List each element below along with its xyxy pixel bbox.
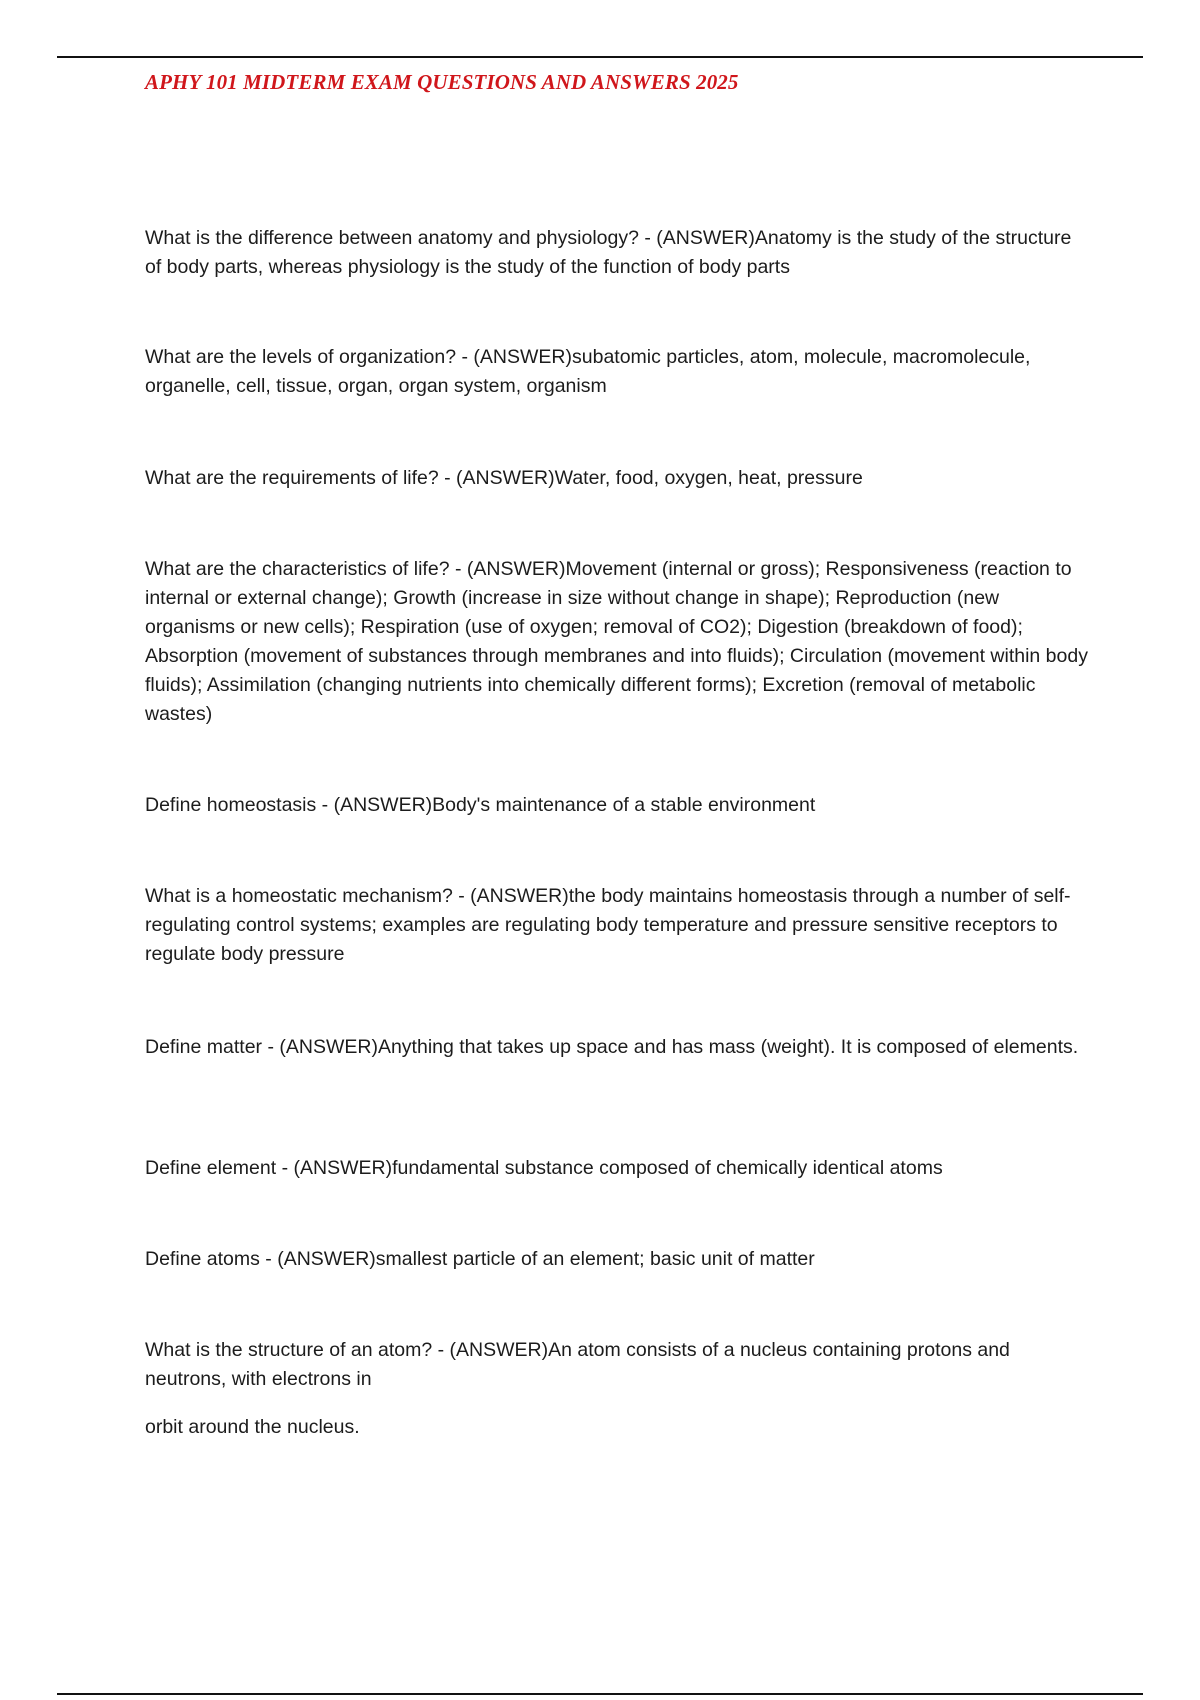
qa-entry-characteristics-of-life: What are the characteristics of life? - (ANSWER)Movement (internal or gross); Responsiveness (reaction to internal or external change); Growth (increase in size without change in shape); Reproduction (new organisms or new cells); Respiration (use of oxygen; removal of CO2); Digestion (breakdown of food); Absorption (movement of substances through membranes and into fluids); Circulation (movement within body fluids); Assimilation (changing nutrients into chemically different forms); Excretion (removal of metabolic wastes) xyxy=(145,558,1088,725)
qa-entry-requirements-of-life: What are the requirements of life? - (ANSWER)Water, food, oxygen, heat, pressure xyxy=(145,467,863,489)
qa-entry-element: Define element - (ANSWER)fundamental substance composed of chemically identical atoms xyxy=(145,1157,943,1179)
top-rule xyxy=(57,56,1143,58)
qa-entry-atom-structure-continued: orbit around the nucleus. xyxy=(145,1416,360,1438)
bottom-rule xyxy=(57,1693,1143,1695)
qa-entry-atoms: Define atoms - (ANSWER)smallest particle of an element; basic unit of matter xyxy=(145,1248,815,1270)
qa-entry-levels-of-organization: What are the levels of organization? - (ANSWER)subatomic particles, atom, molecule, macromolecule, organelle, cell, tissue, organ, organ system, organism xyxy=(145,346,1031,397)
qa-entry-anatomy-physiology: What is the difference between anatomy and physiology? - (ANSWER)Anatomy is the study of the structure of body parts, whereas physiology is the study of the function of body parts xyxy=(145,227,1072,278)
qa-entry-matter: Define matter - (ANSWER)Anything that takes up space and has mass (weight). It is composed of elements. xyxy=(145,1036,1079,1058)
qa-entry-homeostasis: Define homeostasis - (ANSWER)Body's maintenance of a stable environment xyxy=(145,794,816,816)
document-title: APHY 101 MIDTERM EXAM QUESTIONS AND ANSWERS 2025 xyxy=(145,70,739,94)
qa-entry-homeostatic-mechanism: What is a homeostatic mechanism? - (ANSWER)the body maintains homeostasis through a number of self-regulating control systems; examples are regulating body temperature and pressure sensitive receptors to regulate body pressure xyxy=(145,885,1071,965)
qa-entry-atom-structure: What is the structure of an atom? - (ANSWER)An atom consists of a nucleus containing protons and neutrons, with electrons in xyxy=(145,1339,1010,1390)
